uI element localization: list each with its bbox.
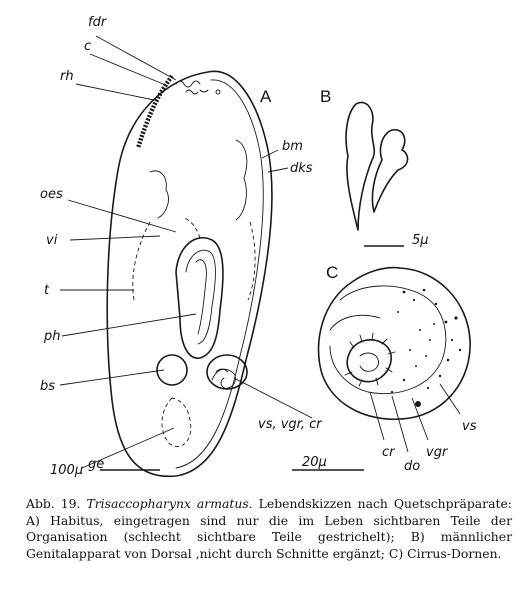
frontal-gland-cells bbox=[176, 81, 208, 94]
panel-b-genital-apparatus bbox=[320, 87, 429, 248]
caption-prefix: Abb. 19. bbox=[26, 496, 81, 511]
panel-label-a: A bbox=[260, 87, 272, 106]
vitellarium-right bbox=[236, 140, 247, 220]
frontal-dot bbox=[216, 90, 220, 94]
label-vgr: vgr bbox=[426, 445, 448, 460]
scale-label-c: 20μ bbox=[302, 455, 327, 470]
label-do: do bbox=[404, 459, 421, 474]
leader-lines-a bbox=[60, 36, 312, 468]
label-vs: vs bbox=[462, 419, 477, 434]
labels-a bbox=[40, 15, 323, 472]
caption-text: Lebendskizzen nach Quetschpräparate: A) Habitus, eingetragen sind nur die im Leben sichtbaren Teile der Organisation (schlecht sichtbare Teile gestrichelt); B) männlicher Genitalapparat von Dorsal ,nicht durch Schnitte ergänzt; C) Cirrus-Dornen. bbox=[26, 496, 512, 561]
figure-caption bbox=[26, 496, 512, 562]
scale-label-a: 100μ bbox=[50, 463, 84, 478]
label-fdr: fdr bbox=[88, 15, 107, 30]
label-vi: vi bbox=[46, 233, 58, 248]
scale-bar-a bbox=[50, 463, 160, 478]
label-ph: ph bbox=[44, 329, 61, 344]
stipple-dots bbox=[391, 289, 461, 393]
cirrus-outline bbox=[319, 268, 471, 420]
label-rh: rh bbox=[60, 69, 74, 84]
label-oes: oes bbox=[40, 187, 63, 202]
intestine-left-dashed bbox=[133, 222, 150, 300]
label-ge: ge bbox=[88, 457, 105, 472]
label-cr: cr bbox=[382, 445, 395, 460]
panel-a-habitus bbox=[107, 71, 272, 476]
cirrus-sac-right bbox=[372, 130, 407, 212]
vitellarium-left bbox=[150, 171, 168, 218]
cirrus-sac-left bbox=[346, 102, 374, 230]
label-dks: dks bbox=[290, 161, 313, 176]
label-t: t bbox=[44, 283, 50, 298]
body-outline bbox=[107, 71, 272, 476]
germarium-dashed bbox=[162, 398, 191, 447]
cirrus-inner-sac bbox=[330, 286, 446, 394]
cirrus-dot-large bbox=[415, 401, 421, 407]
label-bs: bs bbox=[40, 379, 56, 394]
body-inner-wall bbox=[176, 80, 263, 468]
label-bm: bm bbox=[282, 139, 303, 154]
cirrus-inner-line bbox=[330, 315, 380, 330]
cirrus-spines bbox=[345, 333, 395, 386]
panel-label-c: C bbox=[326, 263, 339, 282]
panel-label-b: B bbox=[320, 87, 332, 106]
label-c: c bbox=[84, 39, 92, 54]
panel-c-cirrus-spines bbox=[292, 263, 477, 474]
oesophagus-dashed bbox=[184, 218, 200, 238]
caption-species: Trisaccopharynx armatus. bbox=[86, 496, 253, 511]
genital-apparatus bbox=[207, 355, 247, 389]
scale-label-b: 5μ bbox=[412, 233, 429, 248]
label-vs-vgr-cr: vs, vgr, cr bbox=[258, 417, 322, 432]
pharynx bbox=[176, 238, 223, 358]
